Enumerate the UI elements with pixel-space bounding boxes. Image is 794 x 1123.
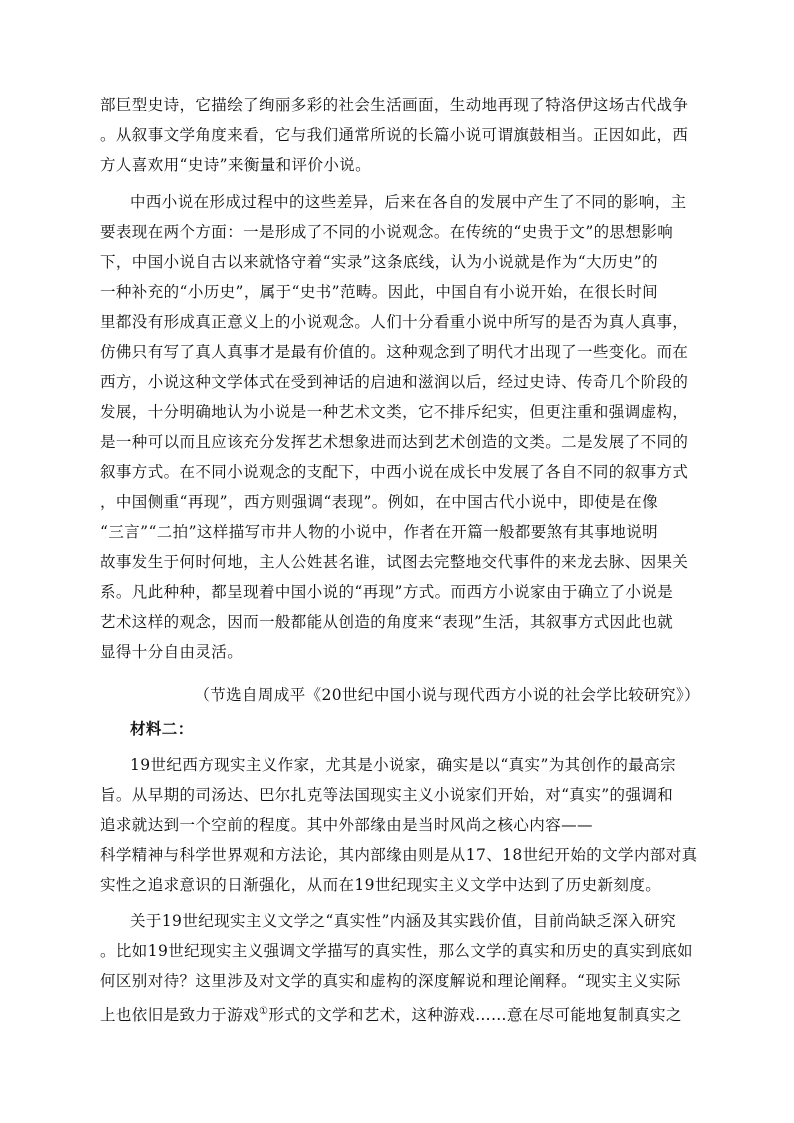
text-line: 方人喜欢用“史诗”来衡量和评价小说。 — [100, 156, 372, 174]
text-line: 何区别对待？这里涉及对文学的真实和虚构的深度解说和理论阐释。“现实主义实际 — [100, 972, 681, 990]
text-line: 仿佛只有写了真人真事才是最有价值的。这种观念到了明代才出现了一些变化。而在 — [100, 343, 689, 361]
text-line: 实性之追求意识的日渐强化，从而在19世纪现实主义文学中达到了历史新刻度。 — [100, 876, 662, 894]
text-line: 显得十分自由灵活。 — [100, 643, 244, 661]
text-line: “三言”“二拍”这样描写市井人物的小说中，作者在开篇一般都要煞有其事地说明 — [100, 523, 658, 541]
text-line: 叙事方式。在不同小说观念的支配下，中西小说在成长中发展了各自不同的叙事方式 — [100, 463, 689, 481]
text-line: 19世纪西方现实主义作家，尤其是小说家，确实是以“真实”为其创作的最高宗 — [130, 756, 676, 774]
text-line: 中西小说在形成过程中的这些差异，后来在各自的发展中产生了不同的影响，主 — [130, 193, 687, 211]
text-line: 故事发生于何时何地，主人公姓甚名谁，试图去完整地交代事件的来龙去脉、因果关 — [100, 553, 689, 571]
text-line: 里都没有形成真正意义上的小说观念。人们十分看重小说中所写的是否为真人真事， — [100, 313, 689, 331]
text-line: 关于19世纪现实主义文学之“真实性”内涵及其实践价值，目前尚缺乏深入研究 — [130, 912, 676, 930]
source-citation: （节选自周成平《20世纪中国小说与现代西方小说的社会学比较研究》） — [194, 686, 700, 704]
text-line: 是一种可以而且应该充分发挥艺术想象进而达到艺术创造的文类。二是发展了不同的 — [100, 433, 689, 451]
text-line: 旨。从早期的司汤达、巴尔扎克等法国现实主义小说家们开始，对“真实”的强调和 — [100, 786, 674, 804]
text-line: 下，中国小说自古以来就恪守着“实录”这条底线，认为小说就是作为“大历史”的 — [100, 253, 658, 271]
text-line: 追求就达到一个空前的程度。其中外部缘由是当时风尚之核心内容—— — [100, 816, 593, 834]
text-line: ，中国侧重“再现”，西方则强调“表现”。例如，在中国古代小说中，即使是在像 — [100, 493, 658, 511]
text-line: 要表现在两个方面：一是形成了不同的小说观念。在传统的“史贵于文”的思想影响 — [100, 223, 674, 241]
text-line: 一种补充的“小历史”，属于“史书”范畴。因此，中国自有小说开始，在很长时间 — [100, 283, 658, 301]
text-fragment: 上也依旧是致力于游戏 — [100, 1006, 260, 1024]
text-line: 。比如19世纪现实主义强调文学描写的真实性，那么文学的真实和历史的真实到底如 — [100, 942, 693, 960]
text-line: 西方，小说这种文学体式在受到神话的启迪和滋润以后，经过史诗、传奇几个阶段的 — [100, 373, 689, 391]
text-line: 。从叙事文学角度来看，它与我们通常所说的长篇小说可谓旗鼓相当。正因如此，西 — [100, 126, 689, 144]
text-line: 部巨型史诗，它描绘了绚丽多彩的社会生活画面，生动地再现了特洛伊这场古代战争 — [100, 96, 689, 114]
text-line: 系。凡此种种，都呈现着中国小说的“再现”方式。而西方小说家由于确立了小说是 — [100, 583, 674, 601]
text-fragment: 形式的文学和艺术，这种游戏……意在尽可能地复制真实之 — [268, 1006, 682, 1024]
text-line: 艺术这样的观念，因而一般都能从创造的角度来“表现”生活，其叙事方式因此也就 — [100, 613, 674, 631]
text-line: 科学精神与科学世界观和方法论，其内部缘由则是从17、18世纪开始的文学内部对真 — [100, 846, 698, 864]
text-line — [100, 1000, 700, 1030]
text-line: 发展，十分明确地认为小说是一种艺术文类，它不排斥纪实，但更注重和强调虚构， — [100, 403, 689, 421]
section-heading: 材料二： — [130, 719, 194, 738]
footnote-mark[interactable]: ① — [259, 1005, 269, 1017]
